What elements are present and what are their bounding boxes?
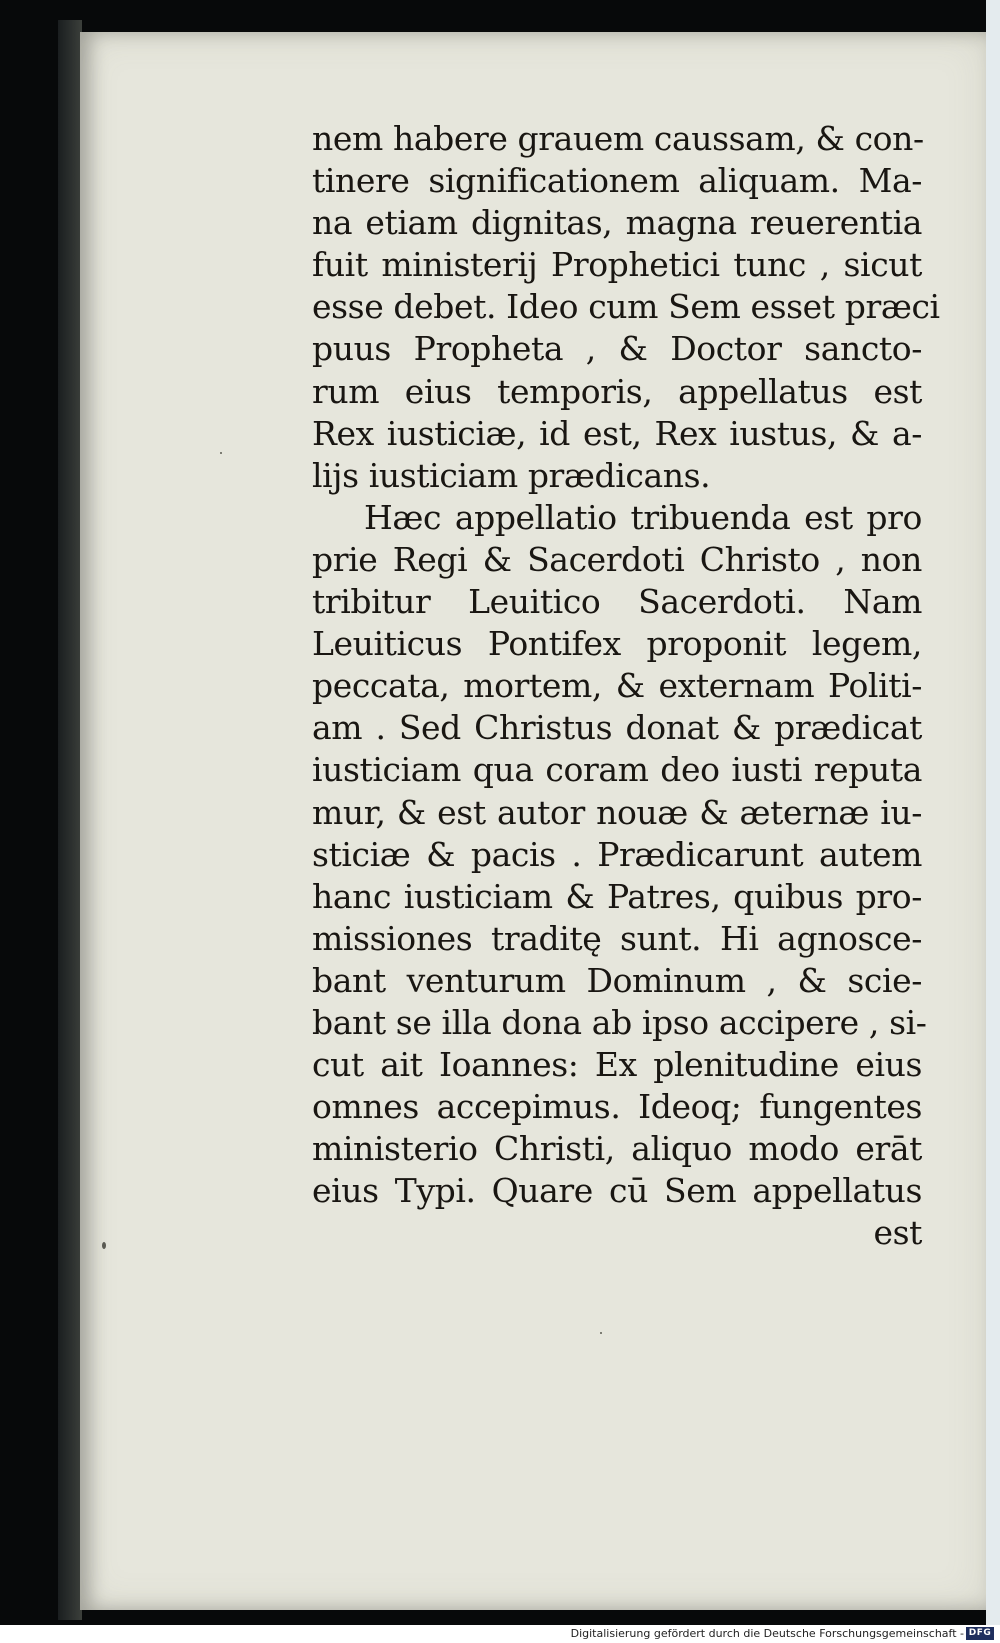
text-line: Leuiticus Pontifex proponit legem, bbox=[312, 624, 922, 664]
text-line: missiones traditę sunt. Hi agnosce- bbox=[312, 918, 922, 958]
text-line: lijs iusticiam prædicans. bbox=[312, 455, 711, 495]
text-line: puus Propheta , & Doctor sancto- bbox=[312, 329, 922, 369]
text-line: am . Sed Christus donat & prædicat bbox=[312, 708, 922, 748]
catchword: est bbox=[873, 1213, 922, 1253]
text-line: sticiæ & pacis . Prædicarunt autem bbox=[312, 834, 922, 874]
dfg-logo: DFG bbox=[966, 1627, 994, 1640]
paragraph-start-line: Hæc appellatio tribuenda est pro bbox=[364, 497, 922, 537]
footer-credit: Digitalisierung gefördert durch die Deutsche Forschungsgemeinschaft - bbox=[570, 1627, 964, 1640]
text-line: iusticiam qua coram deo iusti reputa bbox=[312, 750, 922, 790]
text-line: fuit ministerij Prophetici tunc , sicut bbox=[312, 245, 922, 285]
text-line: omnes accepimus. Ideoq; fungentes bbox=[312, 1087, 922, 1127]
text-line: tinere significationem aliquam. Ma- bbox=[312, 161, 922, 201]
text-line: peccata, mortem, & externam Politi- bbox=[312, 666, 922, 706]
book-page-edge bbox=[58, 20, 82, 1620]
scan-margin-strip bbox=[986, 0, 1000, 1625]
text-line: hanc iusticiam & Patres, quibus pro- bbox=[312, 876, 922, 916]
page-text bbox=[312, 118, 940, 1255]
text-line: bant se illa dona ab ipso accipere , si- bbox=[312, 1002, 927, 1042]
text-line: esse debet. Ideo cum Sem esset præci bbox=[312, 287, 940, 327]
text-line: rum eius temporis, appellatus est bbox=[312, 371, 922, 411]
text-line: bant venturum Dominum , & scie- bbox=[312, 960, 922, 1000]
text-line: ministerio Christi, aliquo modo erāt bbox=[312, 1129, 922, 1169]
text-line: nem habere grauem caussam, & con- bbox=[312, 119, 924, 158]
text-line: eius Typi. Quare cū Sem appellatus bbox=[312, 1171, 922, 1211]
text-line: cut ait Ioannes: Ex plenitudine eius bbox=[312, 1045, 922, 1085]
text-line: mur, & est autor nouæ & æternæ iu- bbox=[312, 792, 922, 832]
text-line: na etiam dignitas, magna reuerentia bbox=[312, 203, 922, 243]
text-line: prie Regi & Sacerdoti Christo , non bbox=[312, 539, 922, 579]
text-line: Rex iusticiæ, id est, Rex iustus, & a- bbox=[312, 413, 922, 453]
text-line: tribitur Leuitico Sacerdoti. Nam bbox=[312, 582, 922, 622]
